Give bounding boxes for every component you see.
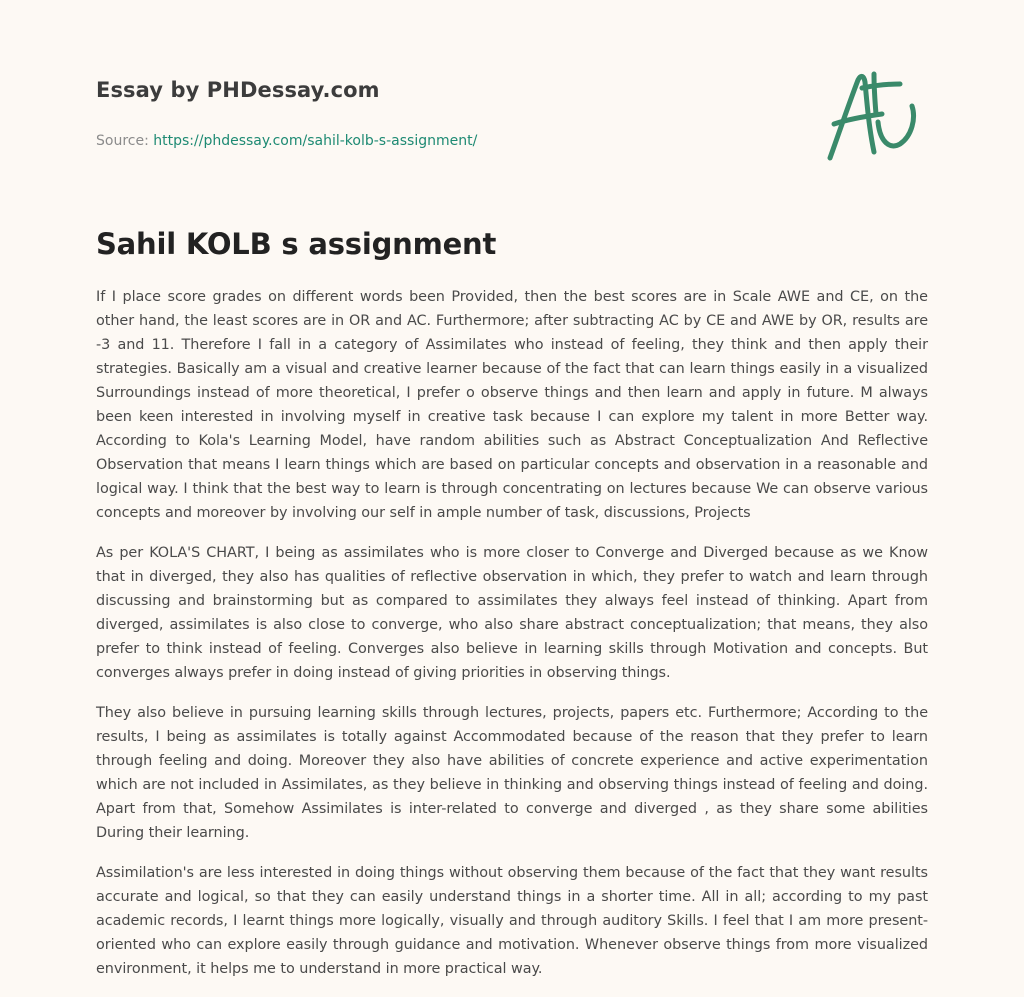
- essay-paragraph: They also believe in pursuing learning skills through lectures, projects, papers etc. Furthermore; According to the results, I being as assimilates is totally against Accommodated because of the reason that they prefer to learn through feeling and doing. Moreover they also have abilities of concrete experience and active experimentation which are not included in Assimilates, as they believe in thinking and observing things instead of feeling and doing. Apart from that, Somehow Assimilates is inter-related to converge and diverged , as they share some abilities During their learning.: [96, 705, 928, 841]
- a-plus-logo-icon: [820, 66, 930, 166]
- essay-paragraph: As per KOLA'S CHART, I being as assimilates who is more closer to Converge and Diverged because as we Know that in diverged, they also has qualities of reflective observation in which, they prefer to watch and learn through discussing and brainstorming but as compared to assimilates they always feel instead of thinking. Apart from diverged, assimilates is also close to converge, who also share abstract conceptualization; that means, they also prefer to think instead of feeling. Converges also believe in learning skills through Motivation and concepts. But converges always prefer in doing instead of giving priorities in observing things.: [96, 545, 928, 681]
- source-label: Source:: [96, 133, 149, 149]
- site-title: Essay by PHDessay.com: [96, 78, 380, 102]
- essay-paragraph: Assimilation's are less interested in doing things without observing them because of the fact that they want results accurate and logical, so that they can easily understand things in a shorter time. All in all; according to my past academic records, I learnt things more logically, visually and through auditory Skills. I feel that I am more present-oriented who can explore easily through guidance and motivation. Whenever observe things from more visualized environment, it helps me to understand in more practical way.: [96, 865, 928, 977]
- essay-body: [96, 285, 928, 997]
- essay-title: Sahil KOLB s assignment: [96, 227, 497, 261]
- page-header: [96, 76, 756, 150]
- source-line: [96, 132, 756, 150]
- source-link[interactable]: https://phdessay.com/sahil-kolb-s-assignment/: [153, 133, 478, 149]
- essay-paragraph: If I place score grades on different words been Provided, then the best scores are in Scale AWE and CE, on the other hand, the least scores are in OR and AC. Furthermore; after subtracting AC by CE and AWE by OR, results are -3 and 11. Therefore I fall in a category of Assimilates who instead of feeling, they think and then apply their strategies. Basically am a visual and creative learner because of the fact that can learn things easily in a visualized Surroundings instead of more theoretical, I prefer o observe things and then learn and apply in future. M always been keen interested in involving myself in creative task because I can explore my talent in more Better way. According to Kola's Learning Model, have random abilities such as Abstract Conceptualization And Reflective Observation that means I learn things which are based on particular concepts and observation in a reasonable and logical way. I think that the best way to learn is through concentrating on lectures because We can observe various concepts and moreover by involving our self in ample number of task, discussions, Projects: [96, 289, 928, 521]
